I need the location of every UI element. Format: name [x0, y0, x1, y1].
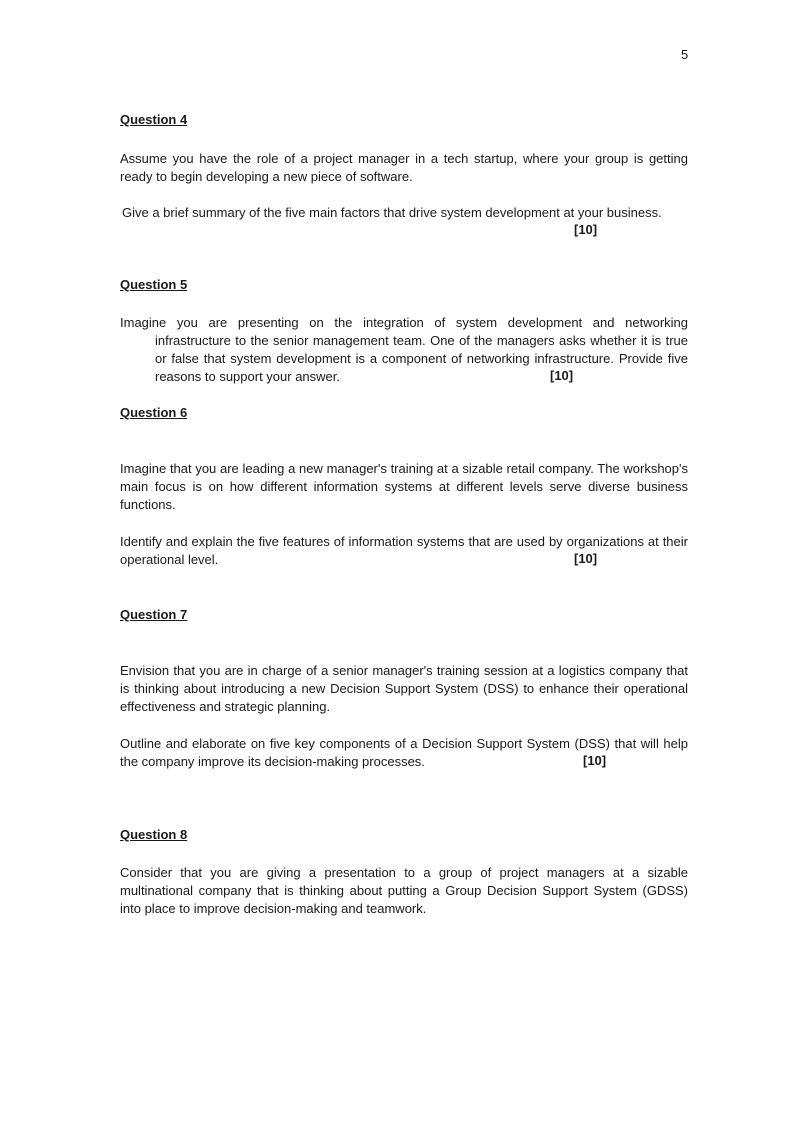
question-6-paragraph-2: Identify and explain the five features of information systems that are used by organizations at their operational level.	[120, 534, 688, 567]
question-7-paragraph-2: Outline and elaborate on five key components of a Decision Support System (DSS) that will help the company improve its decision-making processes.	[120, 736, 688, 769]
question-7-heading: Question 7	[120, 607, 188, 622]
question-5-text: Imagine you are presenting on the integration of system development and networking infrastructure to the senior management team. One of the managers asks whether it is true or false that system development is a component of networking infrastructure. Provide five reasons to support your answer.	[120, 315, 688, 384]
question-4-paragraph-1: Assume you have the role of a project manager in a tech startup, where your group is getting ready to begin developing a new piece of software.	[120, 151, 688, 184]
question-4-marks: [10]	[574, 222, 598, 237]
question-8-paragraph-1: Consider that you are giving a presentation to a group of project managers at a sizable multinational company that is thinking about putting a Group Decision Support System (GDSS) into place to improve decision-making and teamwork.	[120, 865, 688, 916]
question-6-marks: [10]	[574, 551, 598, 566]
question-4-heading: Question 4	[120, 112, 188, 127]
question-5-heading: Question 5	[120, 277, 188, 292]
question-5-marks: [10]	[550, 368, 574, 383]
question-4-paragraph-2: Give a brief summary of the five main factors that drive system development at your business.	[122, 205, 662, 220]
page-number: 5	[681, 47, 689, 62]
question-7-paragraph-1: Envision that you are in charge of a senior manager's training session at a logistics company that is thinking about introducing a new Decision Support System (DSS) to enhance their operational effectiveness and strategic planning.	[120, 663, 688, 714]
question-8-heading: Question 8	[120, 827, 188, 842]
question-6-paragraph-1: Imagine that you are leading a new manager's training at a sizable retail company. The workshop's main focus is on how different information systems at different levels serve diverse business functions.	[120, 461, 688, 512]
question-7-marks: [10]	[583, 753, 607, 768]
question-6-heading: Question 6	[120, 405, 188, 420]
question-5-paragraph-1	[120, 314, 688, 386]
